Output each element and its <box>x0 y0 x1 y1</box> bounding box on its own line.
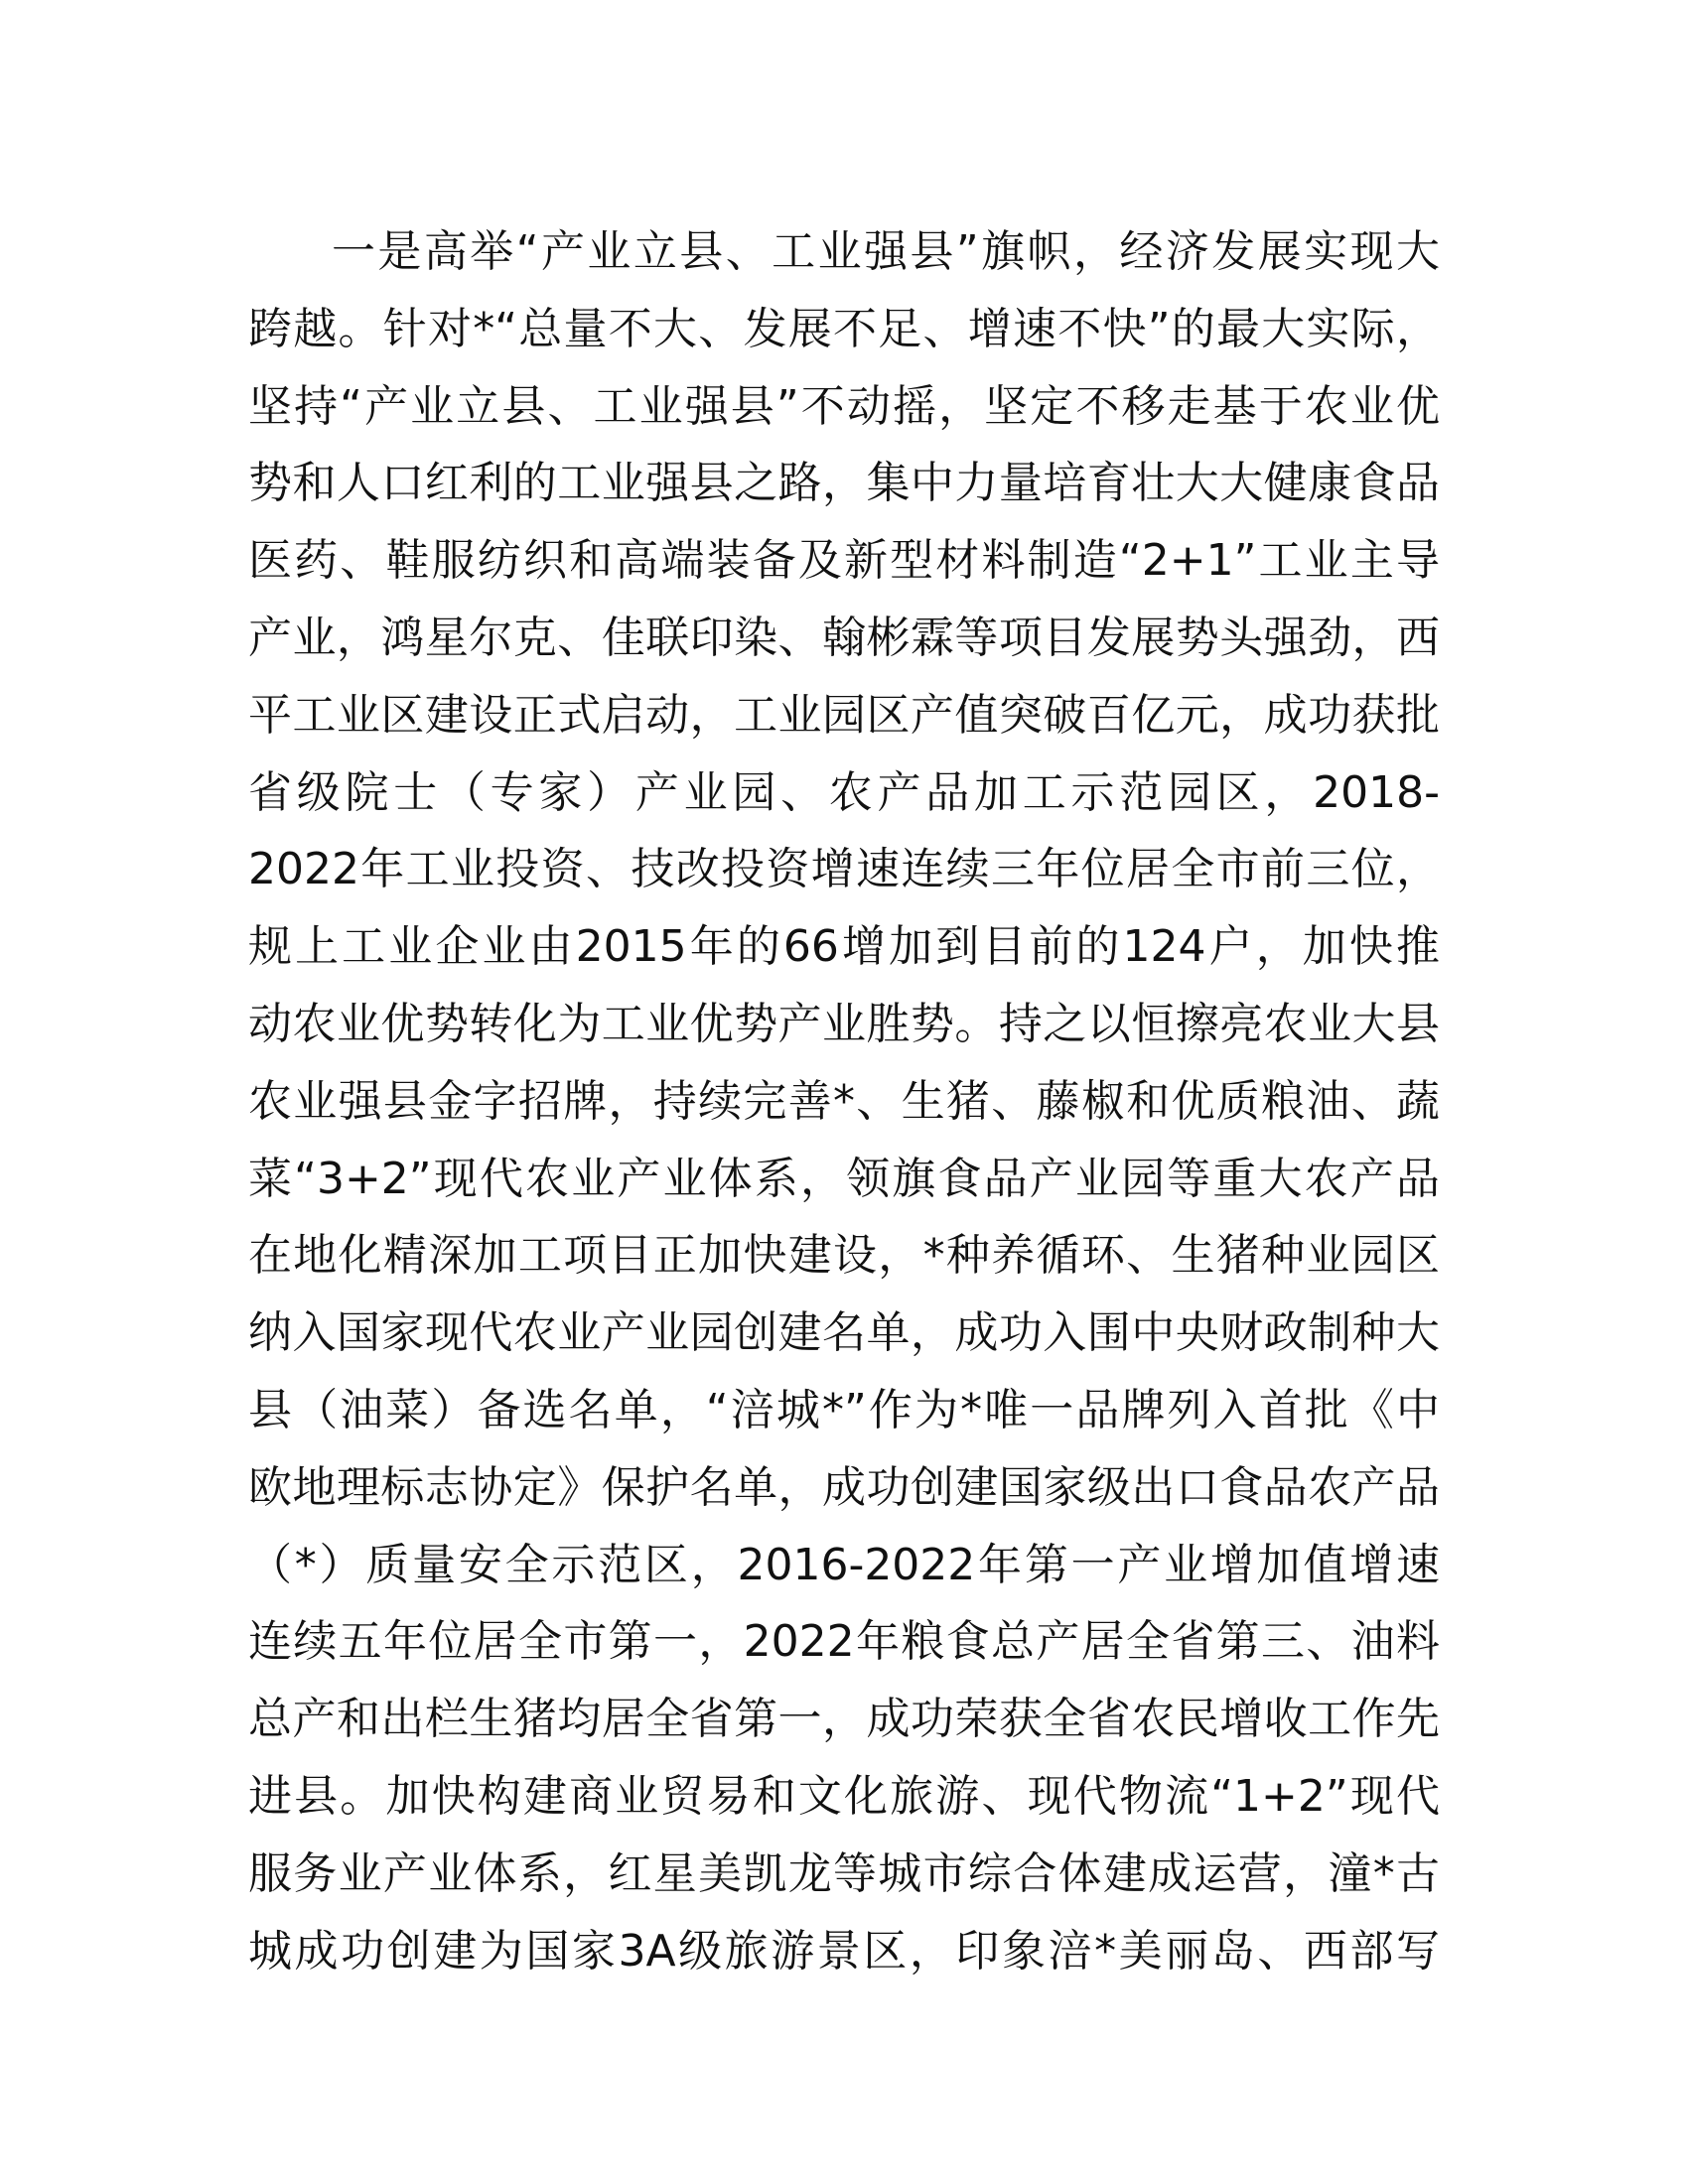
paragraph-line-2: 跨越。针对*“总量不大、发展不足、增速不快”的最大实际， <box>248 303 1440 354</box>
paragraph-line-9: 2022年工业投资、技改投资增速连续三年位居全市前三位， <box>248 844 1440 895</box>
paragraph-line-23: 城成功创建为国家3A级旅游景区，印象涪*美丽岛、西部写 <box>248 1925 1440 1977</box>
paragraph-line-4: 势和人口红利的工业强县之路，集中力量培育壮大大健康食品 <box>248 458 1440 509</box>
paragraph-line-20: 总产和出栏生猪均居全省第一，成功荣获全省农民增收工作先 <box>248 1694 1440 1745</box>
paragraph-line-10: 规上工业企业由2015年的66增加到目前的124户，加快推 <box>248 921 1440 973</box>
paragraph-line-6: 产业，鸿星尔克、佳联印染、翰彬霖等项目发展势头强劲，西 <box>248 612 1440 663</box>
paragraph-line-7: 平工业区建设正式启动，工业园区产值突破百亿元，成功获批 <box>248 689 1440 741</box>
paragraph-line-19: 连续五年位居全市第一，2022年粮食总产居全省第三、油料 <box>248 1616 1440 1668</box>
paragraph-line-22: 服务业产业体系，红星美凯龙等城市综合体建成运营，潼*古 <box>248 1847 1440 1899</box>
paragraph-line-1: 一是高举“产业立县、工业强县”旗帜，经济发展实现大 <box>332 226 1440 277</box>
paragraph-line-8: 省级院士（专家）产业园、农产品加工示范园区，2018- <box>248 766 1440 818</box>
paragraph-line-17: 欧地理标志协定》保护名单，成功创建国家级出口食品农产品 <box>248 1461 1440 1513</box>
paragraph-line-18: （*）质量安全示范区，2016-2022年第一产业增加值增速 <box>248 1539 1440 1590</box>
paragraph-line-11: 动农业优势转化为工业优势产业胜势。持之以恒擦亮农业大县 <box>248 998 1440 1049</box>
paragraph-line-14: 在地化精深加工项目正加快建设，*种养循环、生猪种业园区 <box>248 1230 1440 1282</box>
paragraph-line-12: 农业强县金字招牌，持续完善*、生猪、藤椒和优质粮油、蔬 <box>248 1075 1440 1127</box>
paragraph-line-21: 进县。加快构建商业贸易和文化旅游、现代物流“1+2”现代 <box>248 1770 1440 1822</box>
paragraph-line-13: 菜“3+2”现代农业产业体系，领旗食品产业园等重大农产品 <box>248 1153 1440 1204</box>
paragraph-line-5: 医药、鞋服纺织和高端装备及新型材料制造“2+1”工业主导 <box>248 535 1440 587</box>
paragraph-line-3: 坚持“产业立县、工业强县”不动摇，坚定不移走基于农业优 <box>248 380 1440 432</box>
paragraph-line-15: 纳入国家现代农业产业园创建名单，成功入围中央财政制种大 <box>248 1307 1440 1359</box>
paragraph-line-16: 县（油菜）备选名单，“涪城*”作为*唯一品牌列入首批《中 <box>248 1384 1440 1435</box>
body-paragraph <box>248 213 1440 1989</box>
